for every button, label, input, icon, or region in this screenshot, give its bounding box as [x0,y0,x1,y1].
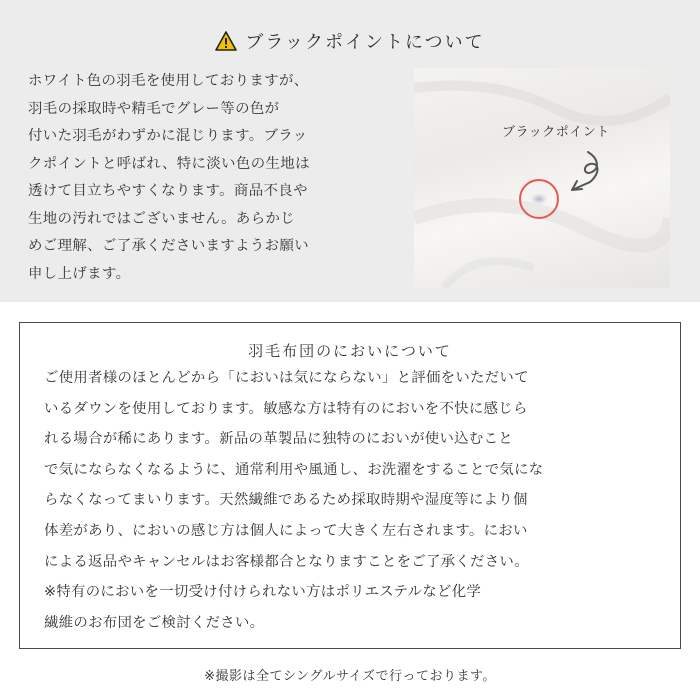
black-point-spot [530,193,548,205]
odor-line: らなくなってまいります。天然繊維であるため採取時期や湿度等により個 [44,492,528,509]
odor-line: 体差があり、においの感じ方は個人によって大きく左右されます。におい [44,522,528,539]
black-point-section [0,0,700,302]
fabric-photo [414,68,670,288]
fabric-photo-illustration [414,68,670,288]
odor-line: 繊維のお布団をご検討ください。 [44,614,265,631]
odor-line: による返品やキャンセルはお客様都合となりますことをご了承ください。 [44,553,529,570]
description-line: クポイントと呼ばれ、特に淡い色の生地は [28,155,310,172]
warning-triangle-icon [215,31,237,51]
odor-line: れる場合が稀にあります。新品の革製品に独特のにおいが使い込むこと [44,431,513,448]
black-point-heading [0,28,700,54]
black-point-title: ブラックポイントについて [245,32,485,53]
description-line: めご理解、ご了承くださいますようお願い [28,238,310,254]
description-line: 付いた羽毛がわずかに混じります。ブラッ [28,128,308,144]
description-line: 羽毛の採取時や精毛でグレー等の色が [28,100,280,117]
odor-description [44,363,664,638]
odor-title: 羽毛布団のにおいについて [248,342,452,360]
odor-line: ※特有のにおいを一切受け付けられない方はポリエステルなど化学 [44,584,482,601]
odor-line: で気にならなくなるように、通常利用や風通し、お洗濯をすることで気にな [44,461,544,478]
description-line: 生地の汚れではございません。あらかじ [28,210,296,227]
odor-section [19,322,681,649]
description-line: ホワイト色の羽毛を使用しておりますが、 [28,73,309,89]
black-point-description [28,68,398,288]
description-line: 申し上げます。 [28,265,131,282]
footer-note: ※撮影は全てシングルサイズで行っております。 [204,669,496,684]
description-line: 透けて目立ちやすくなります。商品不良や [28,183,308,199]
odor-line: いるダウンを使用しております。敏感な方は特有のにおいを不快に感じら [44,400,528,417]
black-point-label: ブラックポイント [502,125,610,140]
odor-line: ご使用者様のほとんどから「においは気にならない」と評価をいただいて [44,370,529,386]
